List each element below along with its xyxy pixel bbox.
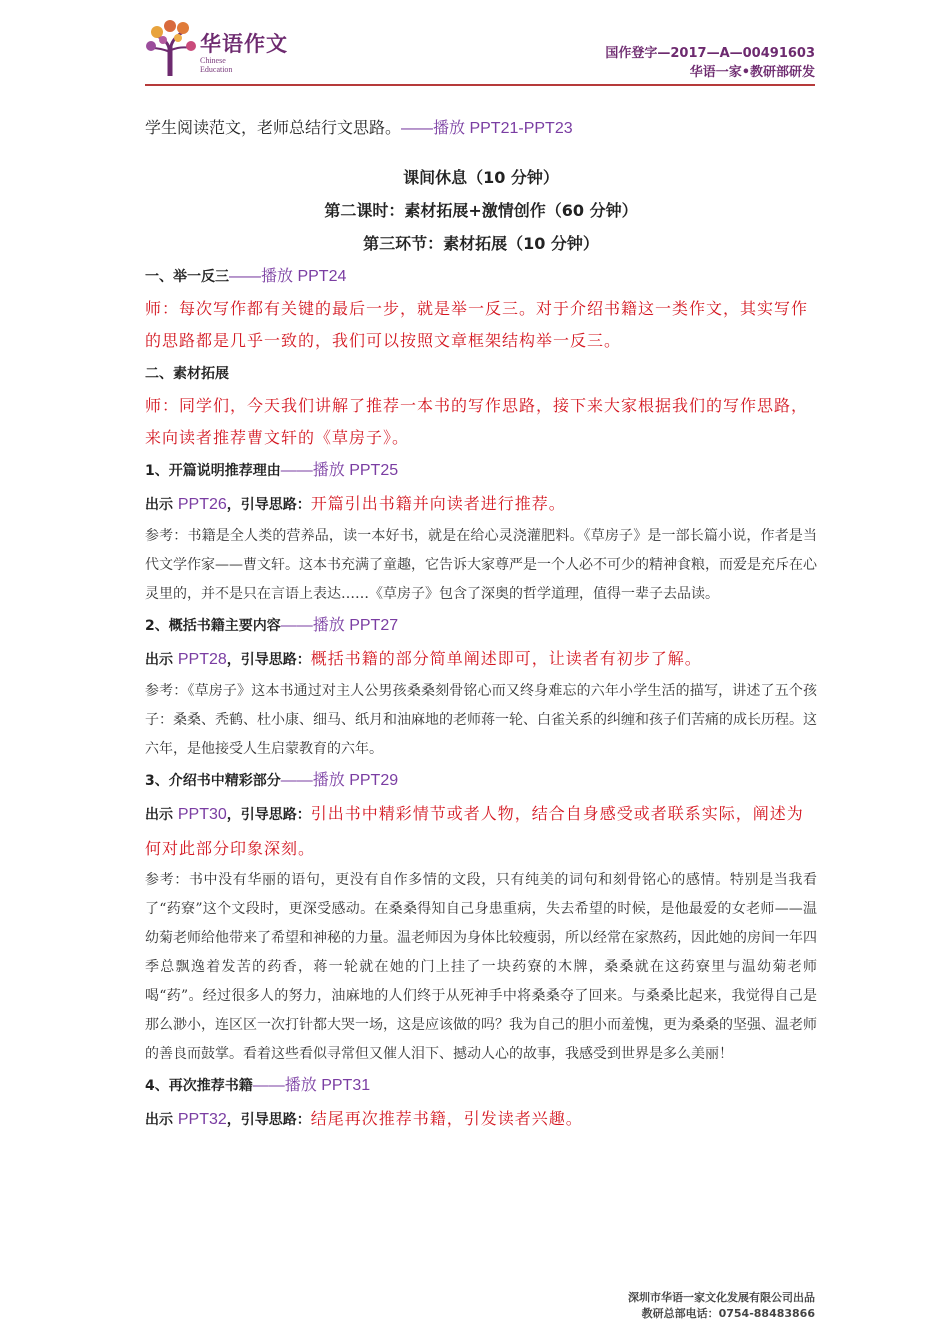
item1-play-ppt: ——播放 PPT25 — [280, 462, 399, 479]
item1-guide-text: 开篇引出书籍并向读者进行推荐。 — [310, 494, 566, 513]
page-header — [0, 0, 950, 100]
footer-phone: 教研总部电话：0754-88483866 — [641, 1307, 815, 1320]
item4-heading-line — [145, 1069, 817, 1102]
item2-show-ppt: PPT28 — [177, 651, 227, 668]
registration-number: 国作登字—2017—A—00491603 — [605, 46, 815, 61]
brand-logo — [143, 18, 293, 78]
item3-play-ppt: ——播放 PPT29 — [280, 772, 399, 789]
item1-guide-label: ，引导思路： — [226, 497, 311, 513]
item4-play-ppt: ——播放 PPT31 — [252, 1077, 371, 1094]
item4-guide-label: ，引导思路： — [226, 1112, 311, 1128]
item4-heading: 4、再次推荐书籍 — [145, 1078, 253, 1094]
item2-guide-label: ，引导思路： — [226, 652, 311, 668]
item3-guide-text: 引出书中精彩情节或者人物，结合自身感受或者联系实际，阐述为何对此部分印象深刻。 — [145, 804, 804, 858]
item4-show-line — [145, 1102, 817, 1137]
item3-show-prefix: 出示 — [145, 807, 178, 823]
item1-show-line — [145, 487, 817, 522]
intro-line — [145, 112, 817, 145]
page-footer — [628, 1290, 815, 1322]
item3-reference: 参考：书中没有华丽的语句，更没有自作多情的文段，只有纯美的词句和刻骨铭心的感情。特别是当我看了“药寮”这个文段时，更深受感动。在桑桑得知自己身患重病，失去希望的时候，是他最爱的女老师——温幼菊老师给他带来了希望和神秘的力量。温老师因为身体比较瘦弱，所以经常在家熬药，因此她的房间一年四季总飘逸着发苦的药香，蒋一轮就在她的门上挂了一块药寮的木牌，桑桑就在这药寮里与温幼菊老师喝“药”。经过很多人的努力，油麻地的人们终于从死神手中将桑桑夺了回来。与桑桑比起来，我觉得自己是那么渺小，连区区一次打针都大哭一场，这是应该做的吗？我为自己的胆小而羞愧，更为桑桑的坚强、温老师的善良而鼓掌。看着这些看似寻常但又催人泪下、撼动人心的故事，我感受到世界是多么美丽！ — [145, 872, 817, 1062]
s2-teacher-text: 师：同学们，今天我们讲解了推荐一本书的写作思路，接下来大家根据我们的写作思路，来向读者推荐曹文轩的《草房子》。 — [145, 396, 809, 447]
intro-play-ppt: ——播放 PPT21-PPT23 — [401, 120, 573, 137]
item3-heading: 3、介绍书中精彩部分 — [145, 773, 281, 789]
s2-heading-line — [145, 357, 817, 390]
item2-heading: 2、概括书籍主要内容 — [145, 618, 281, 634]
item2-reference: 参考：《草房子》这本书通过对主人公男孩桑桑刻骨铭心而又终身难忘的六年小学生活的描写，讲述了五个孩子：桑桑、秃鹤、杜小康、细马、纸月和油麻地的老师蒋一轮、白雀关系的纠缠和孩子们苦痛的成长历程。这六年，是他接受人生启蒙教育的六年。 — [145, 683, 817, 757]
item1-heading-line — [145, 454, 817, 487]
item2-play-ppt: ——播放 PPT27 — [280, 617, 399, 634]
brand-english-line-2: Education — [200, 65, 233, 74]
header-info — [605, 44, 815, 82]
break-title: 课间休息（10 分钟） — [403, 168, 559, 187]
item2-show-line — [145, 642, 817, 677]
header-subtitle: 华语一家•教研部研发 — [689, 65, 815, 80]
brand-english-line-1: Chinese — [200, 56, 226, 65]
item1-heading: 1、开篇说明推荐理由 — [145, 463, 281, 479]
lesson2-title: 第二课时：素材拓展+激情创作（60 分钟） — [324, 201, 638, 220]
footer-company: 深圳市华语一家文化发展有限公司出品 — [628, 1291, 815, 1304]
s1-heading-line — [145, 260, 817, 293]
brand-name: 华语作文 — [200, 32, 288, 56]
s1-play-ppt: ——播放 PPT24 — [229, 268, 347, 285]
document-body — [145, 112, 817, 1137]
item4-show-prefix: 出示 — [145, 1112, 178, 1128]
brand-english — [200, 56, 260, 74]
s1-teacher-text: 师：每次写作都有关键的最后一步，就是举一反三。对于介绍书籍这一类作文，其实写作的思路都是几乎一致的，我们可以按照文章框架结构举一反三。 — [145, 299, 809, 350]
item2-guide-text: 概括书籍的部分简单阐述即可，让读者有初步了解。 — [310, 649, 702, 668]
item1-show-ppt: PPT26 — [177, 496, 227, 513]
tree-logo-icon — [143, 18, 201, 78]
item3-show-line — [145, 797, 817, 866]
intro-text: 学生阅读范文，老师总结行文思路。 — [145, 118, 402, 137]
item3-show-ppt: PPT30 — [177, 806, 227, 823]
item3-heading-line — [145, 764, 817, 797]
item4-guide-text: 结尾再次推荐书籍，引发读者兴趣。 — [310, 1109, 583, 1128]
item1-reference: 参考：书籍是全人类的营养品，读一本好书，就是在给心灵浇灌肥料。《草房子》是一部长篇小说，作者是当代文学作家——曹文轩。这本书充满了童趣，它告诉大家尊严是一个人必不可少的精神食粮，而爱是充斥在心灵里的，并不是只在言语上表达……《草房子》包含了深奥的哲学道理，值得一辈子去品读。 — [145, 528, 817, 602]
section3-title: 第三环节：素材拓展（10 分钟） — [363, 234, 599, 253]
item2-heading-line — [145, 609, 817, 642]
item1-show-prefix: 出示 — [145, 497, 178, 513]
item2-show-prefix: 出示 — [145, 652, 178, 668]
item3-guide-label: ，引导思路： — [226, 807, 311, 823]
header-divider — [145, 84, 815, 86]
s1-heading: 一、举一反三 — [145, 269, 229, 285]
item4-show-ppt: PPT32 — [177, 1111, 227, 1128]
s2-heading: 二、素材拓展 — [145, 366, 229, 382]
